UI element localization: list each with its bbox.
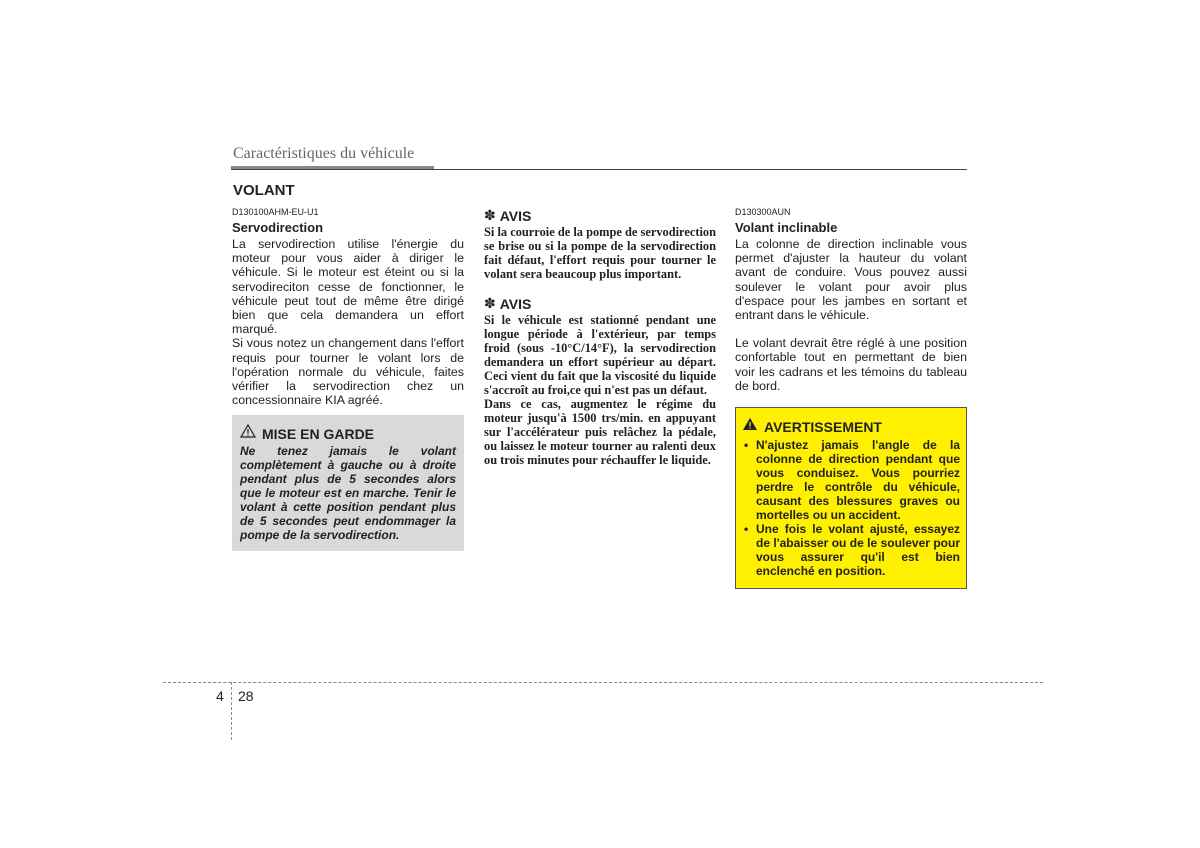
notice-title: AVIS xyxy=(499,207,532,224)
column-left xyxy=(232,182,464,551)
warning-item-text: Une fois le volant ajusté, essayez de l'abaisser ou de le soulever pour vous assurer qu'il est bien enclenché en position. xyxy=(756,522,960,579)
paragraph: La servodirection utilise l'énergie du moteur pour vous aider à diriger le véhicule. Si le moteur est éteint ou si la servodireciton cesse de fonctionner, le véhicule peut tout de même être dirigé bien que cela demandera un effort marqué. xyxy=(232,237,464,337)
chapter-number: 4 xyxy=(216,688,224,704)
column-middle xyxy=(484,207,716,481)
warning-list xyxy=(742,438,960,578)
warning-title: AVERTISSEMENT xyxy=(764,418,882,435)
section-title: VOLANT xyxy=(233,182,295,199)
reference-code: D130300AUN xyxy=(735,207,791,217)
notice-text: Si la courroie de la pompe de servodirection se brise ou si la pompe de la servodirection fait défaut, l'effort requis pour tourner le volant sera beaucoup plus important. xyxy=(484,225,716,281)
bullet: • xyxy=(744,438,749,453)
caution-title: MISE EN GARDE xyxy=(262,425,375,442)
caution-header xyxy=(240,424,456,443)
warning-triangle-icon xyxy=(742,417,758,436)
asterisk-icon: ✽ xyxy=(484,207,496,223)
notice-text: Si le véhicule est stationné pendant une longue période à l'extérieur, par temps froid (sous -10°C/14°F), la servodirection demandera un effort supérieur au départ. Ceci vient du fait que la viscosité du liquide s'accroît au froi,ce qui n'est pas un défaut. xyxy=(484,313,716,397)
warning-triangle-icon xyxy=(240,424,256,443)
notice-title: AVIS xyxy=(499,295,532,312)
subsection-title: Servodirection xyxy=(232,220,324,235)
caution-box xyxy=(232,415,464,551)
notice-header xyxy=(484,295,716,312)
header-rule xyxy=(231,169,967,170)
notice-header xyxy=(484,207,716,224)
warning-item-text: N'ajustez jamais l'angle de la colonne de direction pendant que vous conduisez. Vous pourriez perdre le contrôle du véhicule, causant des blessures graves ou mortelles ou un accident. xyxy=(756,438,960,523)
paragraph: La colonne de direction inclinable vous permet d'ajuster la hauteur du volant avant de conduire. Vous pouvez aussi soulever le volant pour avoir plus d'espace pour les jambes en sortant et entrant dans le véhicule. xyxy=(735,237,967,323)
caution-text: Ne tenez jamais le volant complètement à gauche ou à droite pendant plus de 5 secondes alors que le moteur est en marche. Tenir le volant à cette position pendant plus de 5 secondes peut endommager la pompe de la servodirection. xyxy=(240,444,456,543)
column-right xyxy=(735,207,967,589)
footer-divider xyxy=(231,682,232,740)
notice-text: Dans ce cas, augmentez le régime du moteur jusqu'à 1500 trs/min. en appuyant sur l'accélérateur puis relâchez la pédale, ou laissez le moteur tourner au ralenti deux ou trois minutes pour réchauffer le liquide. xyxy=(484,397,716,467)
paragraph: Si vous notez un changement dans l'effort requis pour tourner le volant lors de l'opération normale du véhicule, faites vérifier la servodirection chez un concessionnaire KIA agréé. xyxy=(232,336,464,408)
footer-rule xyxy=(163,682,1043,683)
reference-code: D130100AHM-EU-U1 xyxy=(232,207,319,217)
page-number: 28 xyxy=(238,688,254,704)
warning-item xyxy=(742,522,960,578)
asterisk-icon: ✽ xyxy=(484,295,496,311)
warning-item xyxy=(742,438,960,522)
warning-box xyxy=(735,407,967,589)
bullet: • xyxy=(744,522,749,537)
warning-header xyxy=(742,417,960,436)
page-header-title: Caractéristiques du véhicule xyxy=(233,145,415,162)
paragraph: Le volant devrait être réglé à une position confortable tout en permettant de bien voir les cadrans et les témoins du tableau de bord. xyxy=(735,336,967,393)
subsection-title: Volant inclinable xyxy=(735,220,838,235)
